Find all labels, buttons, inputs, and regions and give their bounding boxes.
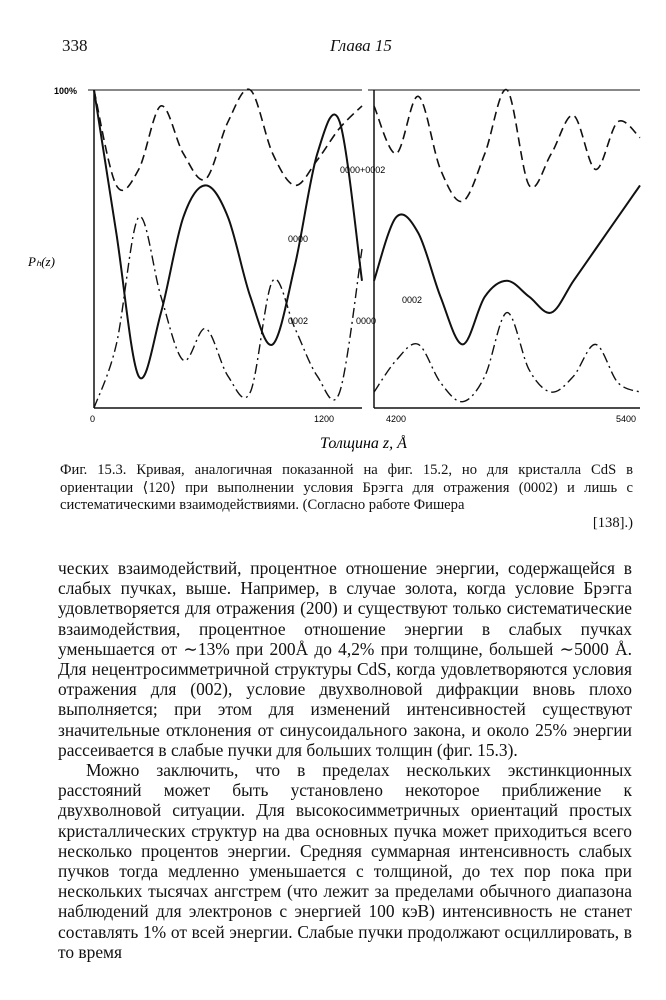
series-left-0002 [94, 217, 362, 408]
series-right-0000 [374, 185, 640, 344]
paragraph-1: ческих взаимодействий, процентное отношение энергии, содержащейся в слабых пучках, выше. Например, в случае золота, когда условие Брэгга удовлетворяется для отражения (200) и существуют только систематические взаимодействия, процентное отношение энергии в слабых пучках уменьшается от ∼13% при 200Å до 4,2% при толщине, большей ∼5000 Å. Для нецентросимметричной структуры CdS, когда удовлетворяются условия отражения для (002), условие двухволновой дифракции вновь плохо выполняется; при этом для изменений интенсивностей существуют значительные отклонения от синусоидального закона, и около 25% энергии рассеивается в слабые пучки для больших толщин (фиг. 15.3). [58, 558, 632, 760]
curve-label-0000-plus-0002: 0000+0002 [340, 165, 386, 175]
page-header [62, 36, 622, 56]
paragraph-2: Можно заключить, что в пределах нескольких экстинкционных расстояний может быть установлено некоторое приближение к двухволновой ситуации. Для высокосимметричных ориентаций простых кристаллических структур на два основных пучка может приходиться всего несколько процентов энергии. Средняя суммарная интенсивность слабых пучков тогда медленно уменьшается с толщиной, до тех пор пока при нескольких тысячах ангстрем (что лежит за пределами обычного диапазона наблюдений для электронов с энергией 100 кэВ) интенсивность не станет составлять 1% от всей энергии. Слабые пучки продолжают осциллировать, в то время [58, 760, 632, 962]
caption-reference: [138].) [592, 514, 633, 531]
curve-label-0000-right: 0000 [356, 316, 377, 326]
tick-label-5400: 5400 [616, 414, 637, 424]
y-top-label: 100% [54, 86, 78, 96]
y-axis-label: Pₕ(z) [28, 254, 55, 269]
curve-label-0002-left: 0002 [288, 316, 309, 326]
x-axis-title: Толщина z, Å [320, 435, 407, 452]
body-text [58, 558, 632, 962]
series-right-0000-plus-0002 [374, 90, 640, 202]
curve-label-0000-left: 0000 [288, 234, 309, 244]
tick-label-1200: 1200 [314, 414, 335, 424]
line-chart [0, 80, 666, 460]
tick-label-0: 0 [90, 414, 96, 424]
figure-caption [60, 462, 633, 532]
chapter-title: Глава 15 [330, 36, 392, 55]
tick-label-4200: 4200 [386, 414, 407, 424]
page-number: 338 [62, 36, 88, 55]
series-left-0000 [94, 90, 362, 378]
figure-15-3 [0, 80, 666, 460]
caption-text: Фиг. 15.3. Кривая, аналогичная показанной на фиг. 15.2, но для кристалла CdS в ориентации ⟨120⟩ при выполнении условия Брэгга для отражения (0002) и лишь с систематическими взаимодействиями. (Согласно работе Фишера [60, 462, 633, 514]
curve-label-0002-right: 0002 [402, 295, 423, 305]
series-right-0002 [374, 313, 640, 402]
